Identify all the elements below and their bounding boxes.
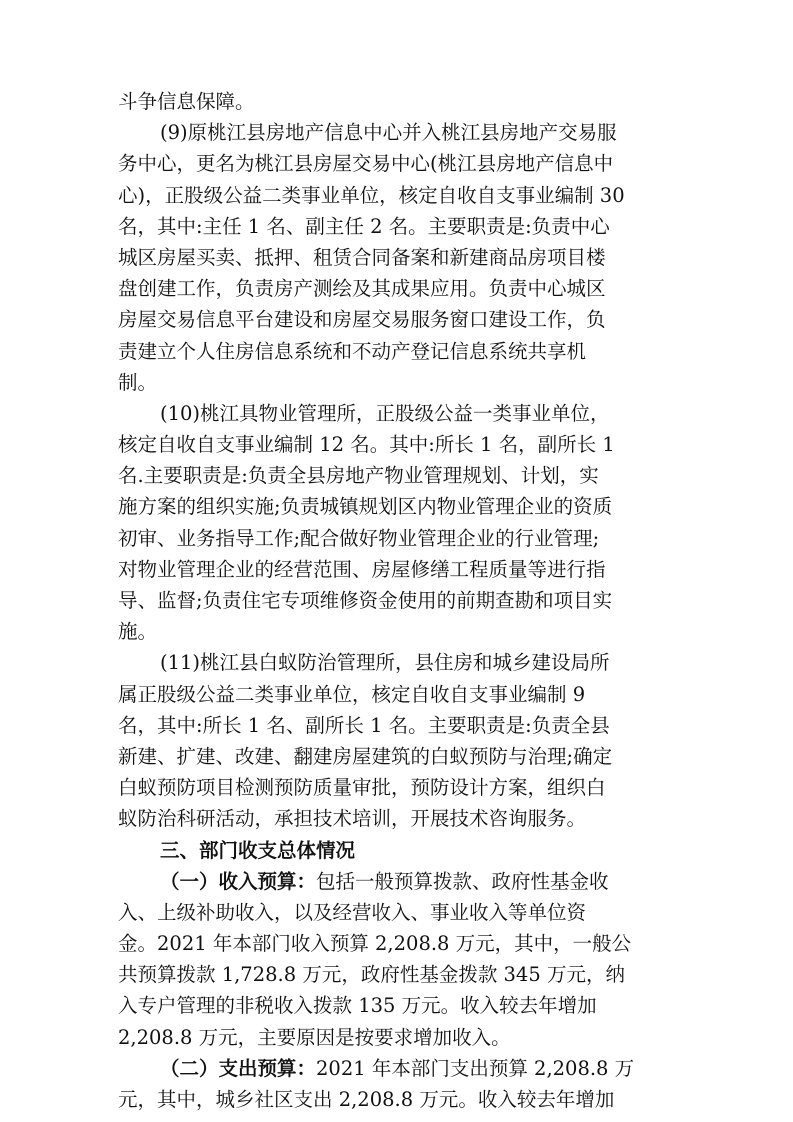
text-line: (10)桃江具物业管理所，正股级公益一类事业单位， [160,401,610,425]
text-line: 核定自收自支事业编制 12 名。其中:所长 1 名，副所长 1 [118,433,615,457]
text-span: 包括一般预算拨款、政府性基金收 [316,869,609,893]
text-line: 导、监督;负责住宅专项维修资金使用的前期查勘和项目实 [118,589,613,612]
expense-budget-paragraph [118,1053,663,1115]
text-line: 元，其中，城乡社区支出 2,208.8 万元。收入较去年增加 [118,1088,615,1111]
text-line: 施方案的组织实施;负责城镇规划区内物业管理企业的资质 [118,495,613,519]
text-line: 对物业管理企业的经营范围、房屋修缮工程质量等进行指 [118,557,606,581]
document-page [118,86,663,1115]
text-line: (9)原桃江县房地产信息中心并入桃江县房地产交易服 [160,121,617,145]
income-budget-paragraph [118,866,663,1053]
expense-budget-label: （二）支出预算： [160,1056,317,1080]
text-line [118,1053,663,1084]
text-line: 共预算拨款 1,728.8 万元，政府性基金拨款 345 万元，纳 [118,963,625,987]
text-line: 入专户管理的非税收入拨款 135 万元。收入较去年增加 [118,994,597,1018]
text-line: (11)桃江县白蚁防治管理所，县住房和城乡建设局所 [160,651,610,675]
text-line: 金。2021 年本部门收入预算 2,208.8 万元，其中，一般公 [118,932,632,956]
text-line: 2,208.8 万元，主要原因是按要求增加收入。 [118,1025,511,1049]
section-heading: 三、部门收支总体情况 [160,838,356,862]
text-line [118,866,663,897]
text-line: 新建、扩建、改建、翻建房屋建筑的白蚁预防与治理;确定 [118,744,613,768]
text-line: 斗争信息保障。 [118,90,255,113]
paragraph-item-11 [118,647,663,834]
text-line: 城区房屋买卖、抵押、租赁合同备案和新建商品房项目楼 [118,245,606,269]
text-span: 2021 年本部门支出预算 2,208.8 万 [316,1056,635,1080]
text-line: 制。 [118,370,158,394]
text-line: 名，其中:主任 1 名、副主任 2 名。主要职责是:负责中心 [118,214,610,238]
text-line: 房屋交易信息平台建设和房屋交易服务窗口建设工作，负 [118,308,606,332]
text-line: 心)，正股级公益二类事业单位，核定自收自支事业编制 30 [118,183,625,207]
paragraph-item-9 [118,117,663,398]
text-line: 蚁防治科研活动，承担技术培训，开展技术咨询服务。 [118,807,587,831]
text-line: 属正股级公益二类事业单位，核定自收自支事业编制 9 [118,682,586,706]
paragraph-item-10 [118,398,663,648]
text-line: 务中心，更名为桃江县房屋交易中心(桃江县房地产信息中 [118,152,614,176]
income-budget-label: （一）收入预算： [160,869,317,893]
text-line: 名.主要职责是:负责全县房地产物业管理规划、计划，实 [118,464,599,488]
text-line: 入、上级补助收入，以及经营收入、事业收入等单位资 [118,900,587,924]
text-line: 施。 [118,620,158,644]
text-line: 名，其中:所长 1 名、副所长 1 名。主要职责是:负责全县 [118,713,610,737]
text-line: 初审、业务指导工作;配合做好物业管理企业的行业管理; [118,526,600,550]
text-line: 责建立个人住房信息系统和不动产登记信息系统共享机 [118,339,587,363]
text-line: 盘创建工作，负责房产测绘及其成果应用。负责中心城区 [118,277,606,301]
text-line: 白蚁预防项目检测预防质量审批，预防设计方案，组织白 [118,776,606,800]
